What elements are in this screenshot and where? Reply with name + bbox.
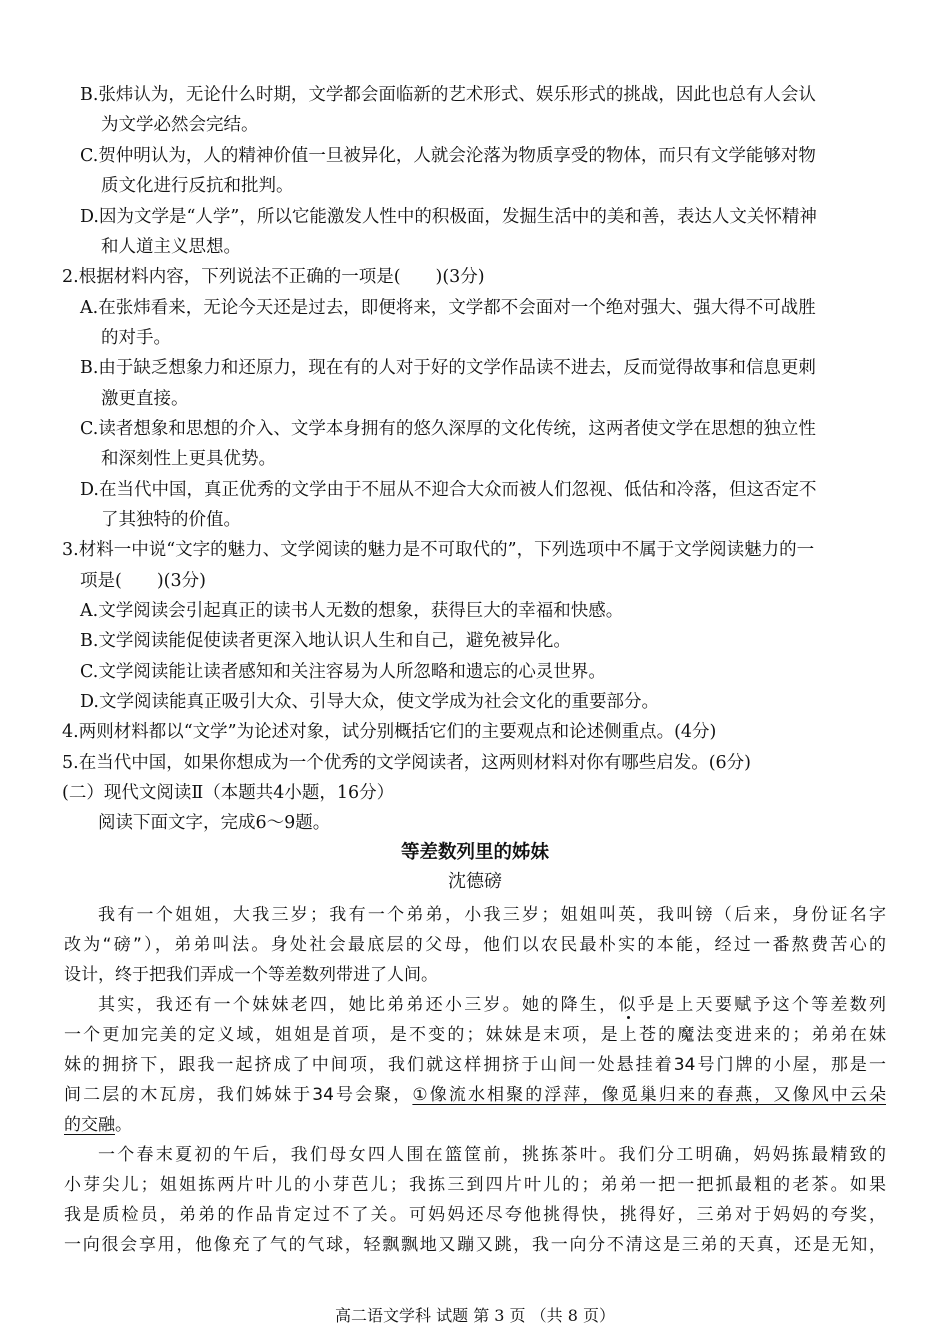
q2-option-c-line2: 和深刻性上更具优势。 — [101, 449, 276, 469]
underlined-sentence-1-end: 的交融 — [64, 1115, 115, 1135]
story-p3-line3: 我是质检员，弟弟的作品肯定过不了关。可妈妈还尽夸他挑得快，挑得好，三弟对于妈妈的夸奖， — [64, 1205, 886, 1225]
q1-option-c-line2: 质文化进行反抗和批判。 — [101, 176, 294, 196]
story-p1-line1: 我有一个姐姐，大我三岁；我有一个弟弟，小我三岁；姐姐叫英，我叫镑（后来，身份证名字 — [98, 905, 886, 925]
q3-option-d: D.文学阅读能真正吸引大众、引导大众，使文学成为社会文化的重要部分。 — [80, 692, 659, 712]
q2-option-a-line2: 的对手。 — [101, 328, 171, 348]
q1-option-c-line1: C.贺仲明认为，人的精神价值一旦被异化，人就会沦落为物质享受的物体，而只有文学能够对物 — [80, 146, 816, 166]
q2-option-c-line1: C.读者想象和思想的介入、文学本身拥有的悠久深厚的文化传统，这两者使文学在思想的独立性 — [80, 419, 816, 439]
story-p3-line2: 小芽尖儿；姐姐拣两片叶儿的小芽芭儿；我拣三到四片叶儿的；弟弟一把一把抓最粗的老茶。如果 — [64, 1175, 886, 1195]
story-p2-line3: 妹的拥挤下，跟我一起挤成了中间项，我们就这样拥挤于山间一处悬挂着34号门牌的小屋，那是一 — [64, 1055, 886, 1075]
underlined-sentence-1: ①像流水相聚的浮萍，像觅巢归来的春燕，又像风中云朵 — [412, 1085, 886, 1105]
q1-option-d-line2: 和人道主义思想。 — [101, 237, 241, 257]
story-p3-line1: 一个春末夏初的午后，我们母女四人围在篮筐前，挑拣茶叶。我们分工明确，妈妈拣最精致的 — [98, 1145, 886, 1165]
q2-stem: 2.根据材料内容，下列说法不正确的一项是( )(3分) — [62, 267, 485, 287]
q2-option-d-line2: 了其独特的价值。 — [101, 510, 241, 530]
page-footer: 高二语文学科 试题 第 3 页 （共 8 页） — [335, 1306, 615, 1325]
q3-option-b: B.文学阅读能促使读者更深入地认识人生和自己，避免被异化。 — [80, 631, 571, 651]
q2-option-b-line2: 激更直接。 — [101, 389, 189, 409]
story-author: 沈德磅 — [448, 871, 502, 892]
q2-option-b-line1: B.由于缺乏想象力和还原力，现在有的人对于好的文学作品读不进去，反而觉得故事和信息更刺 — [80, 358, 816, 378]
story-p1-line3: 设计，终于把我们弄成一个等差数列带进了人间。 — [64, 965, 438, 985]
section2-instruction: 阅读下面文字，完成6～9题。 — [98, 813, 331, 833]
story-p3-line4: 一向很会享用，他像充了气的气球，轻飘飘地又蹦又跳，我一向分不清这是三弟的天真，还是无知， — [64, 1235, 886, 1255]
emphasis-dot-char: 似 — [618, 995, 638, 1015]
q4-stem: 4.两则材料都以“文学”为论述对象，试分别概括它们的主要观点和论述侧重点。(4分) — [62, 722, 717, 742]
q3-option-a: A.文学阅读会引起真正的读书人无数的想象，获得巨大的幸福和快感。 — [80, 601, 624, 621]
story-p2-line4: 间二层的木瓦房，我们姊妹于34号会聚，①像流水相聚的浮萍，像觅巢归来的春燕，又像风中云朵 — [64, 1085, 886, 1105]
q1-option-b-line1: B.张炜认为，无论什么时期，文学都会面临新的艺术形式、娱乐形式的挑战，因此也总有人会认 — [80, 85, 816, 105]
story-p2-line2: 一个更加完美的定义域，姐姐是首项，是不变的；妹妹是末项，是上苍的魔法变进来的；弟弟在妹 — [64, 1025, 886, 1045]
story-title: 等差数列里的姊妹 — [400, 842, 549, 863]
q2-option-d-line1: D.在当代中国，真正优秀的文学由于不屈从不迎合大众而被人们忽视、低估和冷落，但这否定不 — [80, 480, 817, 500]
q1-option-b-line2: 为文学必然会完结。 — [101, 115, 259, 135]
story-p2-line1: 其实，我还有一个妹妹老四，她比弟弟还小三岁。她的降生，似乎是上天要赋予这个等差数列 — [98, 995, 886, 1015]
q1-option-d-line1: D.因为文学是“人学”，所以它能激发人性中的积极面，发掘生活中的美和善，表达人文关怀精神 — [80, 207, 817, 227]
section2-heading: (二）现代文阅读Ⅱ（本题共4小题，16分） — [62, 783, 395, 803]
q5-stem: 5.在当代中国，如果你想成为一个优秀的文学阅读者，这两则材料对你有哪些启发。(6分) — [62, 753, 751, 773]
q3-stem-line1: 3.材料一中说“文字的魅力、文学阅读的魅力是不可取代的”，下列选项中不属于文学阅读魅力的一 — [62, 540, 815, 560]
q3-stem-line2: 项是( )(3分) — [80, 571, 206, 591]
story-p1-line2: 改为“磅”），弟弟叫法。身处社会最底层的父母，他们以农民最朴实的本能，经过一番熬费苦心的 — [64, 935, 886, 955]
q3-option-c: C.文学阅读能让读者感知和关注容易为人所忽略和遗忘的心灵世界。 — [80, 662, 606, 682]
q2-option-a-line1: A.在张炜看来，无论今天还是过去，即便将来，文学都不会面对一个绝对强大、强大得不可战胜 — [80, 298, 816, 318]
story-p2-line5: 的交融。 — [64, 1115, 132, 1135]
